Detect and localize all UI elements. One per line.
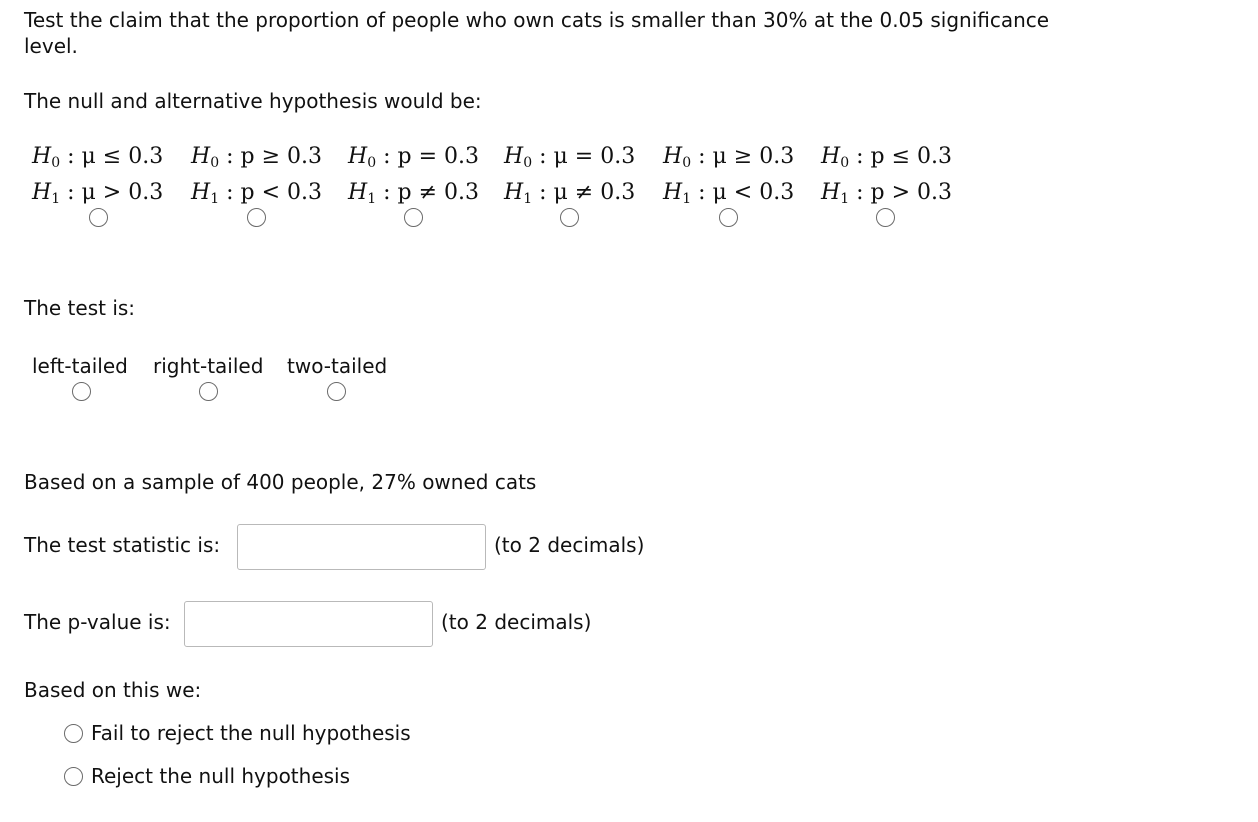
- hypothesis-radio-2[interactable]: [247, 208, 266, 227]
- alternative-hypothesis: $H_1$ : p < 0.3: [191, 180, 323, 207]
- test-type-label: The test is:: [24, 296, 136, 320]
- fail-to-reject-label[interactable]: Fail to reject the null hypothesis: [91, 721, 411, 745]
- alternative-hypothesis: $H_1$ : μ < 0.3: [663, 180, 795, 207]
- prompt-line-2: level.: [24, 34, 78, 58]
- hypothesis-option-1: [32, 142, 163, 214]
- hypothesis-radio-3[interactable]: [404, 208, 423, 227]
- hypothesis-radio-1[interactable]: [89, 208, 108, 227]
- test-type-left-tailed-radio[interactable]: [72, 382, 91, 401]
- null-hypothesis: $H_0$ : p ≤ 0.3: [821, 144, 953, 171]
- alternative-hypothesis: $H_1$ : μ > 0.3: [32, 180, 164, 207]
- hypothesis-option-5: [663, 142, 794, 214]
- test-type-left-tailed-label[interactable]: left-tailed: [32, 354, 128, 378]
- p-value-input[interactable]: [184, 601, 433, 647]
- test-statistic-label: The test statistic is:: [24, 533, 221, 557]
- hypothesis-option-2: [191, 142, 322, 214]
- decision-label: Based on this we:: [24, 678, 202, 702]
- null-hypothesis: $H_0$ : p = 0.3: [348, 144, 480, 171]
- hypothesis-option-3: [348, 142, 479, 214]
- sample-description: Based on a sample of 400 people, 27% owned cats: [24, 470, 537, 494]
- hypothesis-radio-4[interactable]: [560, 208, 579, 227]
- hypothesis-radio-6[interactable]: [876, 208, 895, 227]
- prompt-line-1: Test the claim that the proportion of people who own cats is smaller than 30% at the 0.05 significance: [24, 8, 1050, 32]
- hypothesis-option-4: [504, 142, 635, 214]
- p-value-label: The p-value is:: [24, 610, 171, 634]
- reject-label[interactable]: Reject the null hypothesis: [91, 764, 351, 788]
- alternative-hypothesis: $H_1$ : μ ≠ 0.3: [504, 180, 636, 207]
- alternative-hypothesis: $H_1$ : p > 0.3: [821, 180, 953, 207]
- null-hypothesis: $H_0$ : μ ≤ 0.3: [32, 144, 164, 171]
- test-type-right-tailed-label[interactable]: right-tailed: [153, 354, 264, 378]
- null-hypothesis: $H_0$ : μ ≥ 0.3: [663, 144, 795, 171]
- hypothesis-intro: The null and alternative hypothesis would be:: [24, 89, 482, 113]
- hypothesis-radio-5[interactable]: [719, 208, 738, 227]
- test-type-right-tailed-radio[interactable]: [199, 382, 218, 401]
- null-hypothesis: $H_0$ : μ = 0.3: [504, 144, 636, 171]
- test-statistic-hint: (to 2 decimals): [494, 533, 645, 557]
- test-type-two-tailed-label[interactable]: two-tailed: [287, 354, 388, 378]
- test-statistic-input[interactable]: [237, 524, 486, 570]
- alternative-hypothesis: $H_1$ : p ≠ 0.3: [348, 180, 480, 207]
- test-type-two-tailed-radio[interactable]: [327, 382, 346, 401]
- hypothesis-option-6: [821, 142, 952, 214]
- fail-to-reject-radio[interactable]: [64, 724, 83, 743]
- reject-radio[interactable]: [64, 767, 83, 786]
- null-hypothesis: $H_0$ : p ≥ 0.3: [191, 144, 323, 171]
- p-value-hint: (to 2 decimals): [441, 610, 592, 634]
